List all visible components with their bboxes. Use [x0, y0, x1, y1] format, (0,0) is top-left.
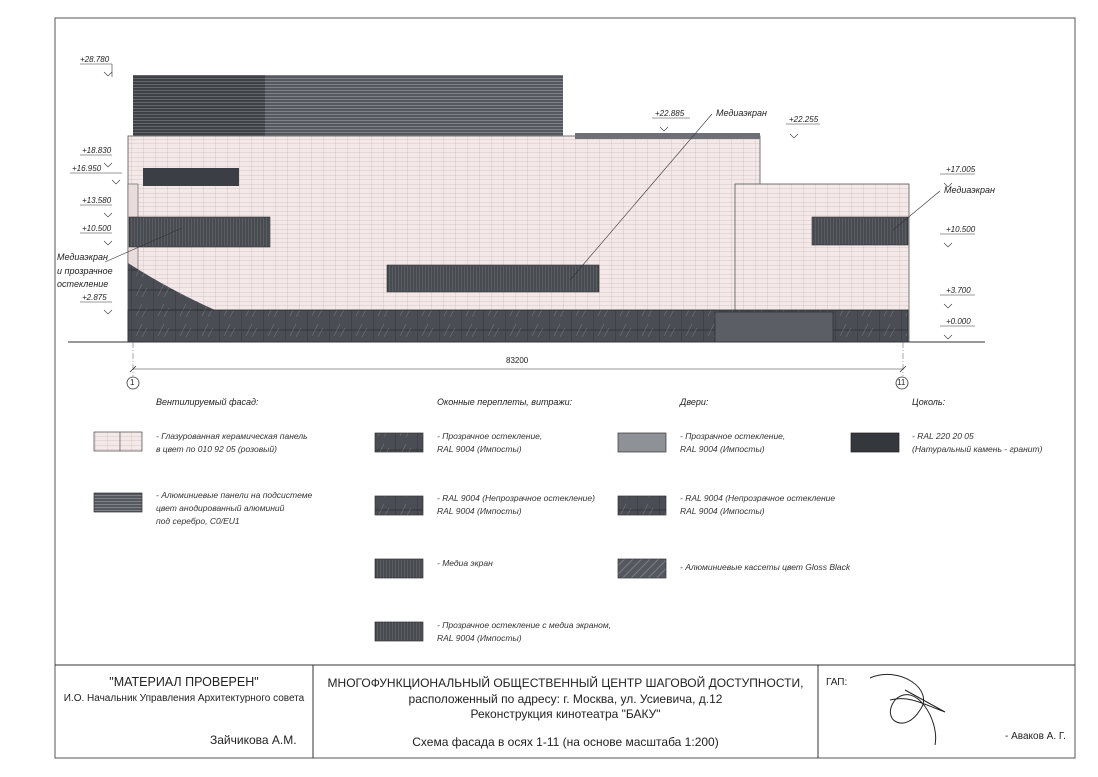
- mediascreen-left: [129, 217, 270, 247]
- elev-label: +18.830: [82, 146, 112, 155]
- swatch-granite: [851, 433, 899, 452]
- elev-label: +28.780: [80, 55, 110, 64]
- swatch-win-clear: [375, 433, 423, 452]
- legend-text: RAL 9004 (Импосты): [680, 506, 765, 516]
- architect-name: - Аваков А. Г.: [1005, 731, 1066, 742]
- legend-header: Оконные переплеты, витражи:: [437, 397, 573, 407]
- legend-header: Двери:: [680, 397, 709, 407]
- elev-label: +16.950: [72, 164, 102, 173]
- swatch-ceramic: [94, 432, 142, 451]
- project-subtitle: Реконструкция кинотеатра "БАКУ": [470, 707, 661, 721]
- swatch-win-opaque: [375, 496, 423, 515]
- legend-text: - Алюминиевые кассеты цвет Gloss Black: [680, 562, 851, 572]
- elev-label: +13.580: [82, 196, 112, 205]
- legend-text: под серебро, C0/EU1: [156, 516, 240, 526]
- legend-text: RAL 9004 (Импосты): [437, 633, 522, 643]
- legend-text: - Алюминиевые панели на подсистеме: [156, 490, 313, 500]
- project-address: расположенный по адресу: г. Москва, ул. Усиевича, д.12: [408, 692, 723, 706]
- project-title: МНОГОФУНКЦИОНАЛЬНЫЙ ОБЩЕСТВЕННЫЙ ЦЕНТР ШАГОВОЙ ДОСТУПНОСТИ,: [327, 676, 804, 690]
- dimension-text: 83200: [506, 356, 529, 365]
- callout-mediascreen-top: Медиаэкран: [716, 108, 767, 118]
- legend-text: - RAL 9004 (Непрозрачное остекление: [680, 493, 836, 503]
- roof-parapet: [575, 133, 760, 139]
- axis-1-label: 1: [130, 378, 135, 387]
- legend-text: - Прозрачное остекление с медиа экраном,: [437, 620, 612, 630]
- elev-label: +0.000: [946, 317, 971, 326]
- legend-header: Цоколь:: [912, 397, 946, 407]
- legend-text: - RAL 220 20 05: [912, 431, 974, 441]
- elevation-marks-left: [70, 64, 122, 314]
- elev-label: +2.875: [82, 293, 107, 302]
- callout-mediascreen-right: Медиаэкран: [944, 185, 995, 195]
- legend-text: RAL 9004 (Импосты): [680, 444, 765, 454]
- legend-text: в цвет по 010 92 05 (розовый): [156, 444, 277, 454]
- callout-mediascreen-left: остекление: [57, 279, 109, 289]
- legend-text: (Натуральный камень - гранит): [912, 444, 1043, 454]
- legend-text: - Глазурованная керамическая панель: [156, 431, 308, 441]
- left-dark-band: [143, 168, 239, 186]
- material-checked: "МАТЕРИАЛ ПРОВЕРЕН": [109, 675, 259, 689]
- legend-text: RAL 9004 (Импосты): [437, 444, 522, 454]
- gap-label: ГАП:: [826, 677, 848, 688]
- mediascreen-center: [387, 265, 599, 292]
- top-louver-volume-right: [265, 75, 563, 137]
- swatch-door-opaque: [618, 496, 666, 515]
- swatch-aluminium: [94, 493, 142, 512]
- approver-name: Зайчикова А.М.: [210, 733, 297, 747]
- legend-text: - Прозрачное остекление,: [680, 431, 786, 441]
- swatch-win-clear-media: [375, 622, 423, 641]
- legend-text: - Медиа экран: [437, 558, 493, 568]
- legend-swatches: [94, 432, 899, 641]
- elev-label: +3.700: [946, 286, 971, 295]
- elev-label: +22.885: [655, 109, 685, 118]
- callout-mediascreen-left: Медиаэкран: [57, 252, 108, 262]
- swatch-door-cassette: [618, 559, 666, 578]
- signature: [870, 674, 945, 745]
- legend-text: цвет анодированный алюминий: [156, 503, 285, 513]
- elev-label: +10.500: [82, 224, 112, 233]
- axis-11-label: 11: [897, 378, 906, 387]
- legend-text: RAL 9004 (Импосты): [437, 506, 522, 516]
- elev-label: +22.255: [789, 115, 819, 124]
- swatch-win-media: [375, 559, 423, 578]
- swatch-door-clear: [618, 433, 666, 452]
- elev-label: +17.005: [946, 165, 976, 174]
- legend-text: - RAL 9004 (Непрозрачное остекление): [437, 493, 595, 503]
- sheet-name: Схема фасада в осях 1-11 (на основе масштаба 1:200): [412, 735, 719, 749]
- elev-label: +10.500: [946, 225, 976, 234]
- approver-position: И.О. Начальник Управления Архитектурного совета: [63, 693, 305, 704]
- entrance-doors: [715, 312, 833, 342]
- legend-header: Вентилируемый фасад:: [156, 397, 259, 407]
- mediascreen-right: [812, 217, 908, 245]
- callout-mediascreen-left: и прозрачное: [57, 266, 113, 276]
- legend-text: - Прозрачное остекление,: [437, 431, 543, 441]
